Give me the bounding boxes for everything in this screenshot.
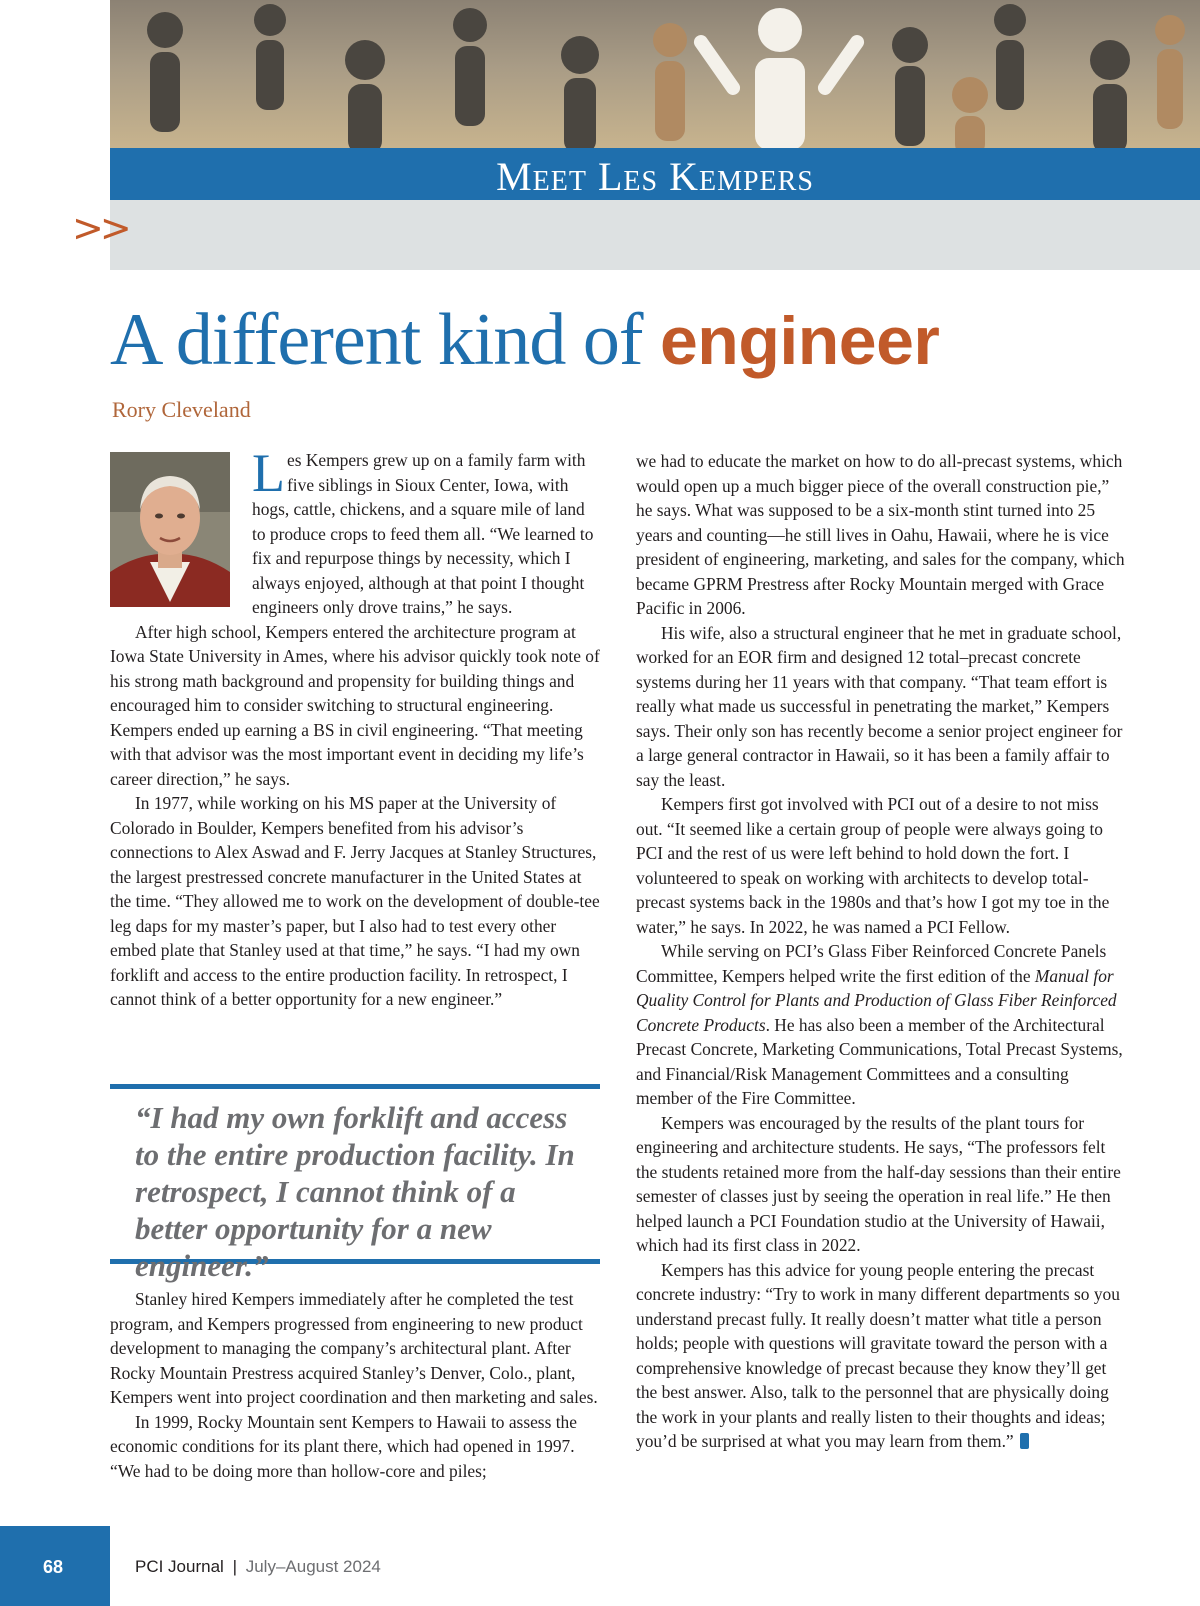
end-mark-icon [1020,1433,1029,1449]
paragraph: Kempers first got involved with PCI out of a desire to not miss out. “It seemed like a certain group of people were always going to PCI and the rest of us were left behind to hold down the fort. I volunteered to speak on working with architects to develop total-precast systems back in the 1980s and that’s how I got my toe in the water,” he says. In 2022, he was named a PCI Fellow. [636,794,1110,937]
section-grey-band [110,200,1200,270]
article-column-left-bottom [110,1287,600,1483]
journal-name: PCI Journal [135,1557,224,1576]
page-number-box [0,1526,110,1606]
article-column-left-top [110,443,600,1012]
page-number: 68 [43,1557,64,1577]
paragraph: His wife, also a structural engineer that he met in graduate school, worked for an EOR firm and designed 12 total–precast concrete systems during her 11 years with that company. “That team effort is really what made us successful in penetrating the market,” Kempers says. Their only son has recently become a senior project engineer for a large general contractor in Hawaii, so it has been a family affair to say the least. [636,622,1123,790]
paragraph: we had to educate the market on how to do all-precast systems, which would open up a much bigger piece of the overall construction pie,” he says. What was supposed to be a six-month stint turned into 25 years and counting—he still lives in Oahu, Hawaii, where he is vice president of engineering, marketing, and sales for the company, which became GPRM Prestress after Rocky Mountain merged with Grace Pacific in 2006. [636,451,1125,618]
footer [135,1557,381,1577]
chevron-right-icon: >> [72,206,128,250]
banner-photo [110,0,1200,150]
paragraph: Kempers was encouraged by the results of the plant tours for engineering and architecture students. He says, “The professors felt the students retained more from the half-day sessions than their entire semester of classes just by seeing the operation in real life.” He then helped launch a PCI Foundation studio at the University of Hawaii, which had its first class in 2022. [636,1112,1121,1255]
headline-part-2: engineer [659,303,940,379]
paragraph: In 1977, while working on his MS paper at the University of Colorado in Boulder, Kempers benefited from his advisor’s connections to Alex Aswad and F. Jerry Jacques at Stanley Structures, the largest prestressed concrete manufacturer in the United States at the time. “They allowed me to work on the development of double-tee leg daps for my master’s paper, but I also had to test every other embed plate that Stanley used at that time,” he says. “I had my own forklift and access to the entire production facility. In retrospect, I cannot think of a better opportunity for a new engineer.” [110,793,600,1009]
byline: Rory Cleveland [112,397,251,422]
manual-title: Manual for Quality Control for Plants and Production of Glass Fiber Reinforced Concrete Products [636,965,1117,1035]
headline-part-1: A different kind of [110,299,660,381]
portrait-photo [110,452,230,607]
pull-quote [110,1084,600,1283]
issue-date: July–August 2024 [245,1557,381,1576]
article-column-right [636,449,1128,1454]
paragraph: After high school, Kempers entered the architecture program at Iowa State University in Ames, where his advisor quickly took note of his strong math background and propensity for building things and encouraged him to consider switching to structural engineering. Kempers ended up earning a BS in civil engineering. “That meeting with that advisor was the most important event in deciding my life’s career direction,” he says. [110,621,600,789]
paragraph: Stanley hired Kempers immediately after he completed the test program, and Kempers progressed from engineering to new product development to managing the company’s architectural plant. After Rocky Mountain Prestress acquired Stanley’s Denver, Colo., plant, Kempers went into project coordination and then marketing and sales. [110,1289,598,1407]
pull-quote-text: “I had my own forklift and access to the entire production facility. In retrospect, I cannot think of a better opportunity for a new engineer.” [135,1100,575,1283]
paragraph: Les Kempers grew up on a family farm with five siblings in Sioux Center, Iowa, with hogs, cattle, chickens, and a square mile of land to produce crops to feed them all. “We learned to fix and repurpose things by necessity, which I always enjoyed, although at that point I thought engineers only drove trains,” he says. [252,443,594,617]
footer-separator: | [232,1557,237,1576]
paragraph: Kempers has this advice for young people entering the precast concrete industry: “Try to work in many different departments so you understand precast fully. It really doesn’t matter what title a person holds; people with questions will gravitate toward the person with a comprehensive knowledge of precast because they know they’ll get the best answer. Also, talk to the personnel that are physically doing the work in your plants and really listen to their thoughts and ideas; you’d be surprised at what you may learn from them.” [636,1259,1120,1451]
article-headline [110,300,1170,381]
paragraph: While serving on PCI’s Glass Fiber Reinforced Concrete Panels Committee, Kempers helped write the first edition of the Manual for Quality Control for Plants and Production of Glass Fiber Reinforced Concrete Products. He has also been a member of the Architectural Precast Concrete, Marketing Communications, Total Precast Systems, and Financial/Risk Management Committees and a consulting member of the Fire Committee. [636,941,1123,1108]
section-title: Meet Les Kempers [496,153,814,199]
drop-cap: L [252,443,285,503]
section-banner [110,148,1200,200]
paragraph: In 1999, Rocky Mountain sent Kempers to Hawaii to assess the economic conditions for its plant there, which had opened in 1997. “We had to be doing more than hollow-core and piles; [110,1411,577,1481]
